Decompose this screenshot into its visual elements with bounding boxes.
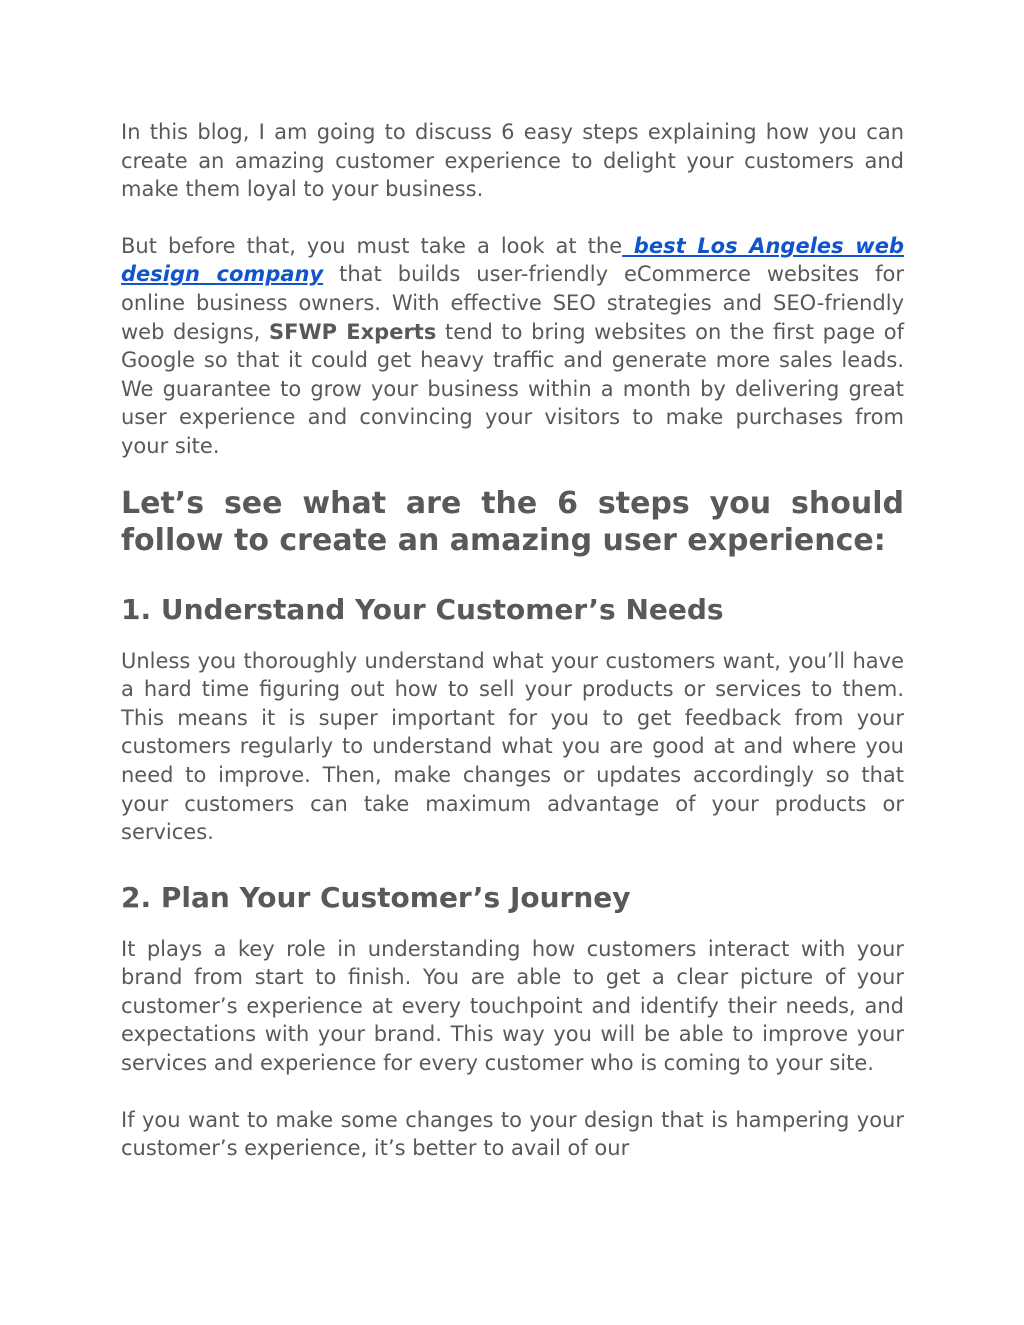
section-1-heading: 1. Understand Your Customer’s Needs	[121, 592, 724, 626]
section-2-body: It plays a key role in understanding how customers interact with your brand from start to finish. You are able to get a clear picture of your customer’s experience at every touchpoint and identify their needs, and expectations with your brand. This way you will be able to improve your services and experience for every customer who is coming to your site.	[121, 936, 904, 1076]
section-1-body: Unless you thoroughly understand what your customers want, you’ll have a hard time figuring out how to sell your products or services to them. This means it is super important for you to get feedback from your customers regularly to understand what you are good at and where you need to improve. Then, make changes or updates accordingly so that your customers can take maximum advantage of your products or services.	[121, 648, 904, 845]
brand-name: SFWP Experts	[268, 319, 437, 344]
intro-text-after-brand: tend to bring websites on the first page of Google so that it could get heavy traffic and generate more sales leads. We guarantee to grow your business within a month by delivering great user experience and convincing your visitors to make purchases from your site.	[121, 319, 904, 458]
intro-text-after-link: that builds user-friendly eCommerce websites for online business owners. With effective SEO strategies and SEO-friendly web designs,	[121, 262, 904, 344]
intro-link-paragraph	[121, 232, 904, 461]
section-2-heading: 2. Plan Your Customer’s Journey	[121, 880, 631, 914]
intro-paragraph: In this blog, I am going to discuss 6 easy steps explaining how you can create an amazing customer experience to delight your customers and make them loyal to your business.	[121, 120, 904, 202]
web-design-company-link[interactable]: best Los Angeles web design company	[121, 233, 904, 287]
document-page	[121, 118, 904, 1163]
lead-heading: Let’s see what are the 6 steps you should follow to create an amazing user experience:	[121, 485, 904, 558]
intro-text-before-link: But before that, you must take a look at the	[121, 233, 623, 258]
section-2-body-continued: If you want to make some changes to your design that is hampering your customer’s experience, it’s better to avail of our	[121, 1107, 904, 1161]
